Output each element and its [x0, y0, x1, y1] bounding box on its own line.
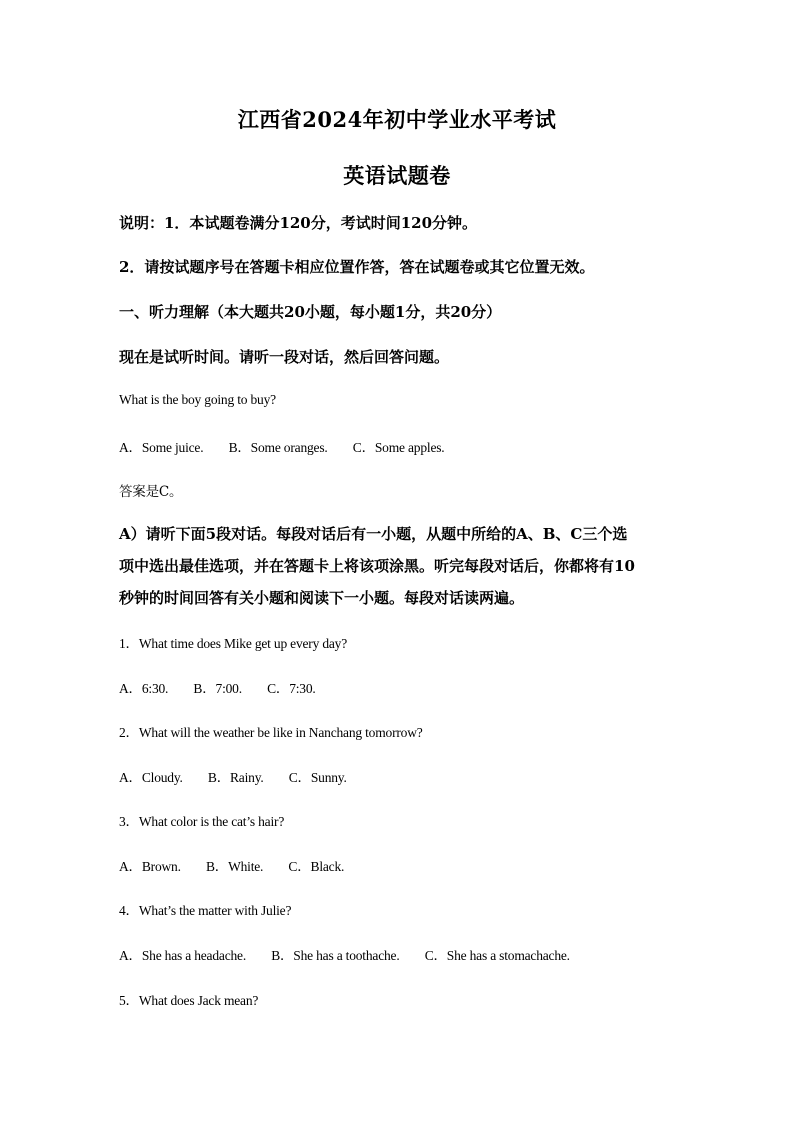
- question-3-option-b: B．White.: [205, 859, 264, 874]
- question-3-option-c: C．Black.: [288, 859, 345, 874]
- instruction-note-1: 说明：1．本试题卷满分120分，考试时间120分钟。: [119, 214, 478, 232]
- question-1-option-b: B．7:00.: [193, 681, 242, 696]
- exam-subtitle: 英语试题卷: [343, 163, 451, 188]
- trial-answer: 答案是C。: [119, 484, 183, 500]
- question-1-options: [119, 677, 316, 697]
- question-4-option-a: A．She has a headache.: [119, 948, 246, 963]
- question-3-text: 3．What color is the cat’s hair?: [119, 814, 285, 829]
- trial-option-c: C．Some apples.: [352, 440, 445, 455]
- instruction-note-2: 2．请按试题序号在答题卡相应位置作答，答在试题卷或其它位置无效。: [119, 258, 595, 276]
- part-a-line-3: 秒钟的时间回答有关小题和阅读下一小题。每段对话读两遍。: [119, 589, 525, 607]
- question-1-text: 1．What time does Mike get up every day?: [119, 636, 348, 651]
- question-4-options: [119, 944, 570, 964]
- question-2-option-c: C．Sunny.: [288, 770, 347, 785]
- trial-option-a: A．Some juice.: [119, 440, 204, 455]
- question-3-options: [119, 855, 344, 875]
- part-a-instructions: [119, 518, 679, 614]
- question-1-option-c: C．7:30.: [267, 681, 316, 696]
- part-a-line-2: 项中选出最佳选项，并在答题卡上将该项涂黑。听完每段对话后，你都将有10: [119, 557, 635, 575]
- question-2-option-a: A．Cloudy.: [119, 770, 183, 785]
- question-2-text: 2．What will the weather be like in Nanchang tomorrow?: [119, 725, 423, 740]
- question-4-text: 4．What’s the matter with Julie?: [119, 903, 292, 918]
- trial-option-b: B．Some oranges.: [228, 440, 328, 455]
- trial-intro: 现在是试听时间。请听一段对话，然后回答问题。: [119, 348, 450, 366]
- section-heading: 一、听力理解（本大题共20小题，每小题1分，共20分）: [119, 303, 502, 321]
- question-4-option-b: B．She has a toothache.: [271, 948, 400, 963]
- exam-title: 江西省2024年初中学业水平考试: [237, 107, 557, 132]
- question-5-text: 5．What does Jack mean?: [119, 993, 259, 1008]
- question-3-option-a: A．Brown.: [119, 859, 181, 874]
- trial-options: [119, 436, 444, 456]
- question-2-options: [119, 766, 347, 786]
- question-1-option-a: A．6:30.: [119, 681, 169, 696]
- part-a-line-1: A）请听下面5段对话。每段对话后有一小题，从题中所给的A、B、C三个选: [119, 525, 628, 543]
- question-4-option-c: C．She has a stomachache.: [424, 948, 570, 963]
- trial-question: What is the boy going to buy?: [119, 392, 276, 407]
- question-2-option-b: B．Rainy.: [207, 770, 264, 785]
